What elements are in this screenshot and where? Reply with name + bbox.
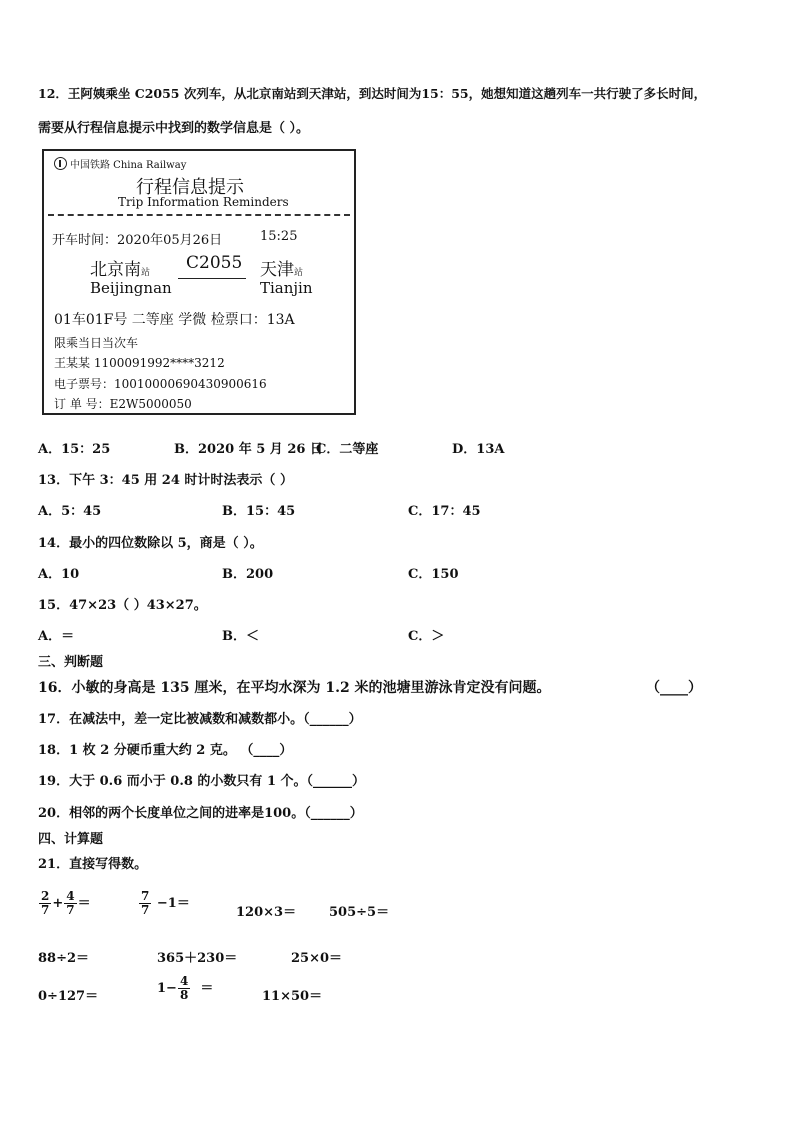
q14-option-a: A．10 <box>38 567 80 582</box>
ticket-seat-info: 01车01F号 二等座 学微 检票口：13A <box>54 312 295 328</box>
ticket-title-en: Trip Information Reminders <box>118 195 289 209</box>
q12-option-b: B．2020 年 5 月 26 日 <box>174 442 323 457</box>
calc-365plus230: 365＋230＝ <box>157 951 238 966</box>
ticket-to-suffix: 站 <box>294 268 304 278</box>
q13-option-b: B．15：45 <box>222 504 296 519</box>
q20-text: 20．相邻的两个长度单位之间的进率是100。（______） <box>38 806 363 821</box>
ticket-from-suffix: 站 <box>141 268 151 278</box>
calc-505div5: 505÷5＝ <box>329 905 390 920</box>
q16-text: 16．小敏的身高是 135 厘米，在平均水深为 1.2 米的池塘里游泳肯定没有问题。 <box>38 680 551 696</box>
q19-text: 19．大于 0.6 而小于 0.8 的小数只有 1 个。（______） <box>38 774 366 789</box>
calc-one-minus-fraction: 1− $\frac{4}{8}$ ＝ <box>157 974 214 1002</box>
ticket-from-cn: 北京南 <box>90 260 141 280</box>
china-railway-logo-icon <box>54 157 67 170</box>
q14-option-b: B．200 <box>222 567 274 582</box>
ticket-depart-time: 15:25 <box>260 229 298 244</box>
q14-text: 14．最小的四位数除以 5，商是（ ）。 <box>38 536 263 551</box>
fraction-4-8: $\frac{4}{8}$ <box>179 974 189 1002</box>
q13-option-a: A．5：45 <box>38 504 102 519</box>
q17-text: 17．在减法中，差一定比被减数和减数都小。（______） <box>38 712 362 727</box>
ticket-to-cn: 天津 <box>260 260 294 280</box>
calc-fraction-subtract: $\frac{7}{7}$ −1＝ <box>141 889 190 917</box>
trip-ticket-image <box>42 149 356 415</box>
ticket-order-number: 订 单 号：E2W5000050 <box>54 397 192 411</box>
q13-option-c: C．17：45 <box>408 504 481 519</box>
q12-text-line1: 12．王阿姨乘坐 C2055 次列车，从北京南站到天津站，到达时间为15：55，她想知道这趟列车一共行驶了多长时间， <box>38 86 707 101</box>
q15-option-a: A．＝ <box>38 629 75 644</box>
ticket-from-en: Beijingnan <box>90 279 172 297</box>
q15-text: 15．47×23（ ）43×27。 <box>38 598 207 613</box>
q16-answer-blank: （____） <box>646 680 702 696</box>
ticket-depart-date: 开车时间：2020年05月26日 <box>52 233 223 248</box>
q18-text: 18．1 枚 2 分硬币重大约 2 克。 （____） <box>38 743 293 758</box>
ticket-to-station <box>260 255 303 280</box>
q15-option-b: B．＜ <box>222 629 259 644</box>
calc-0div127: 0÷127＝ <box>38 989 99 1004</box>
fraction-7-7: $\frac{7}{7}$ <box>141 889 150 917</box>
ticket-train-number: C2055 <box>186 253 243 273</box>
ticket-from-station <box>90 255 150 280</box>
ticket-brand <box>54 156 186 171</box>
ticket-title-cn: 行程信息提示 <box>136 177 244 198</box>
ticket-limit: 限乘当日当次车 <box>54 336 139 350</box>
ticket-to-en: Tianjin <box>260 279 313 297</box>
fraction-4-7: $\frac{4}{7}$ <box>66 889 75 917</box>
fraction-2-7: $\frac{2}{7}$ <box>41 889 50 917</box>
ticket-eticket-number: 电子票号：10010000690430900616 <box>54 377 267 391</box>
section-judgment-heading: 三、判断题 <box>38 655 104 670</box>
q14-option-c: C．150 <box>408 567 459 582</box>
ticket-passenger: 王某某 1100091992****3212 <box>54 356 225 370</box>
calc-fraction-add: $\frac{2}{7}$ + $\frac{4}{7}$ ＝ <box>41 889 91 917</box>
q15-option-c: C．＞ <box>408 629 445 644</box>
q12-text-line2: 需要从行程信息提示中找到的数学信息是（ ）。 <box>38 121 310 136</box>
ticket-train-arrow-line <box>178 278 246 279</box>
calc-11x50: 11×50＝ <box>262 989 323 1004</box>
ticket-divider <box>48 214 350 216</box>
section-calculation-heading: 四、计算题 <box>38 832 104 847</box>
calc-25x0: 25×0＝ <box>291 951 343 966</box>
calc-120x3: 120×3＝ <box>236 905 297 920</box>
ticket-brand-text: 中国铁路 China Railway <box>70 160 187 171</box>
q12-option-c: C．二等座 <box>316 442 379 457</box>
q12-option-d: D．13A <box>452 442 505 457</box>
q21-text: 21．直接写得数。 <box>38 857 148 872</box>
calc-88div2: 88÷2＝ <box>38 951 90 966</box>
q13-text: 13．下午 3：45 用 24 时计时法表示（ ） <box>38 473 293 488</box>
q12-option-a: A．15：25 <box>38 442 111 457</box>
